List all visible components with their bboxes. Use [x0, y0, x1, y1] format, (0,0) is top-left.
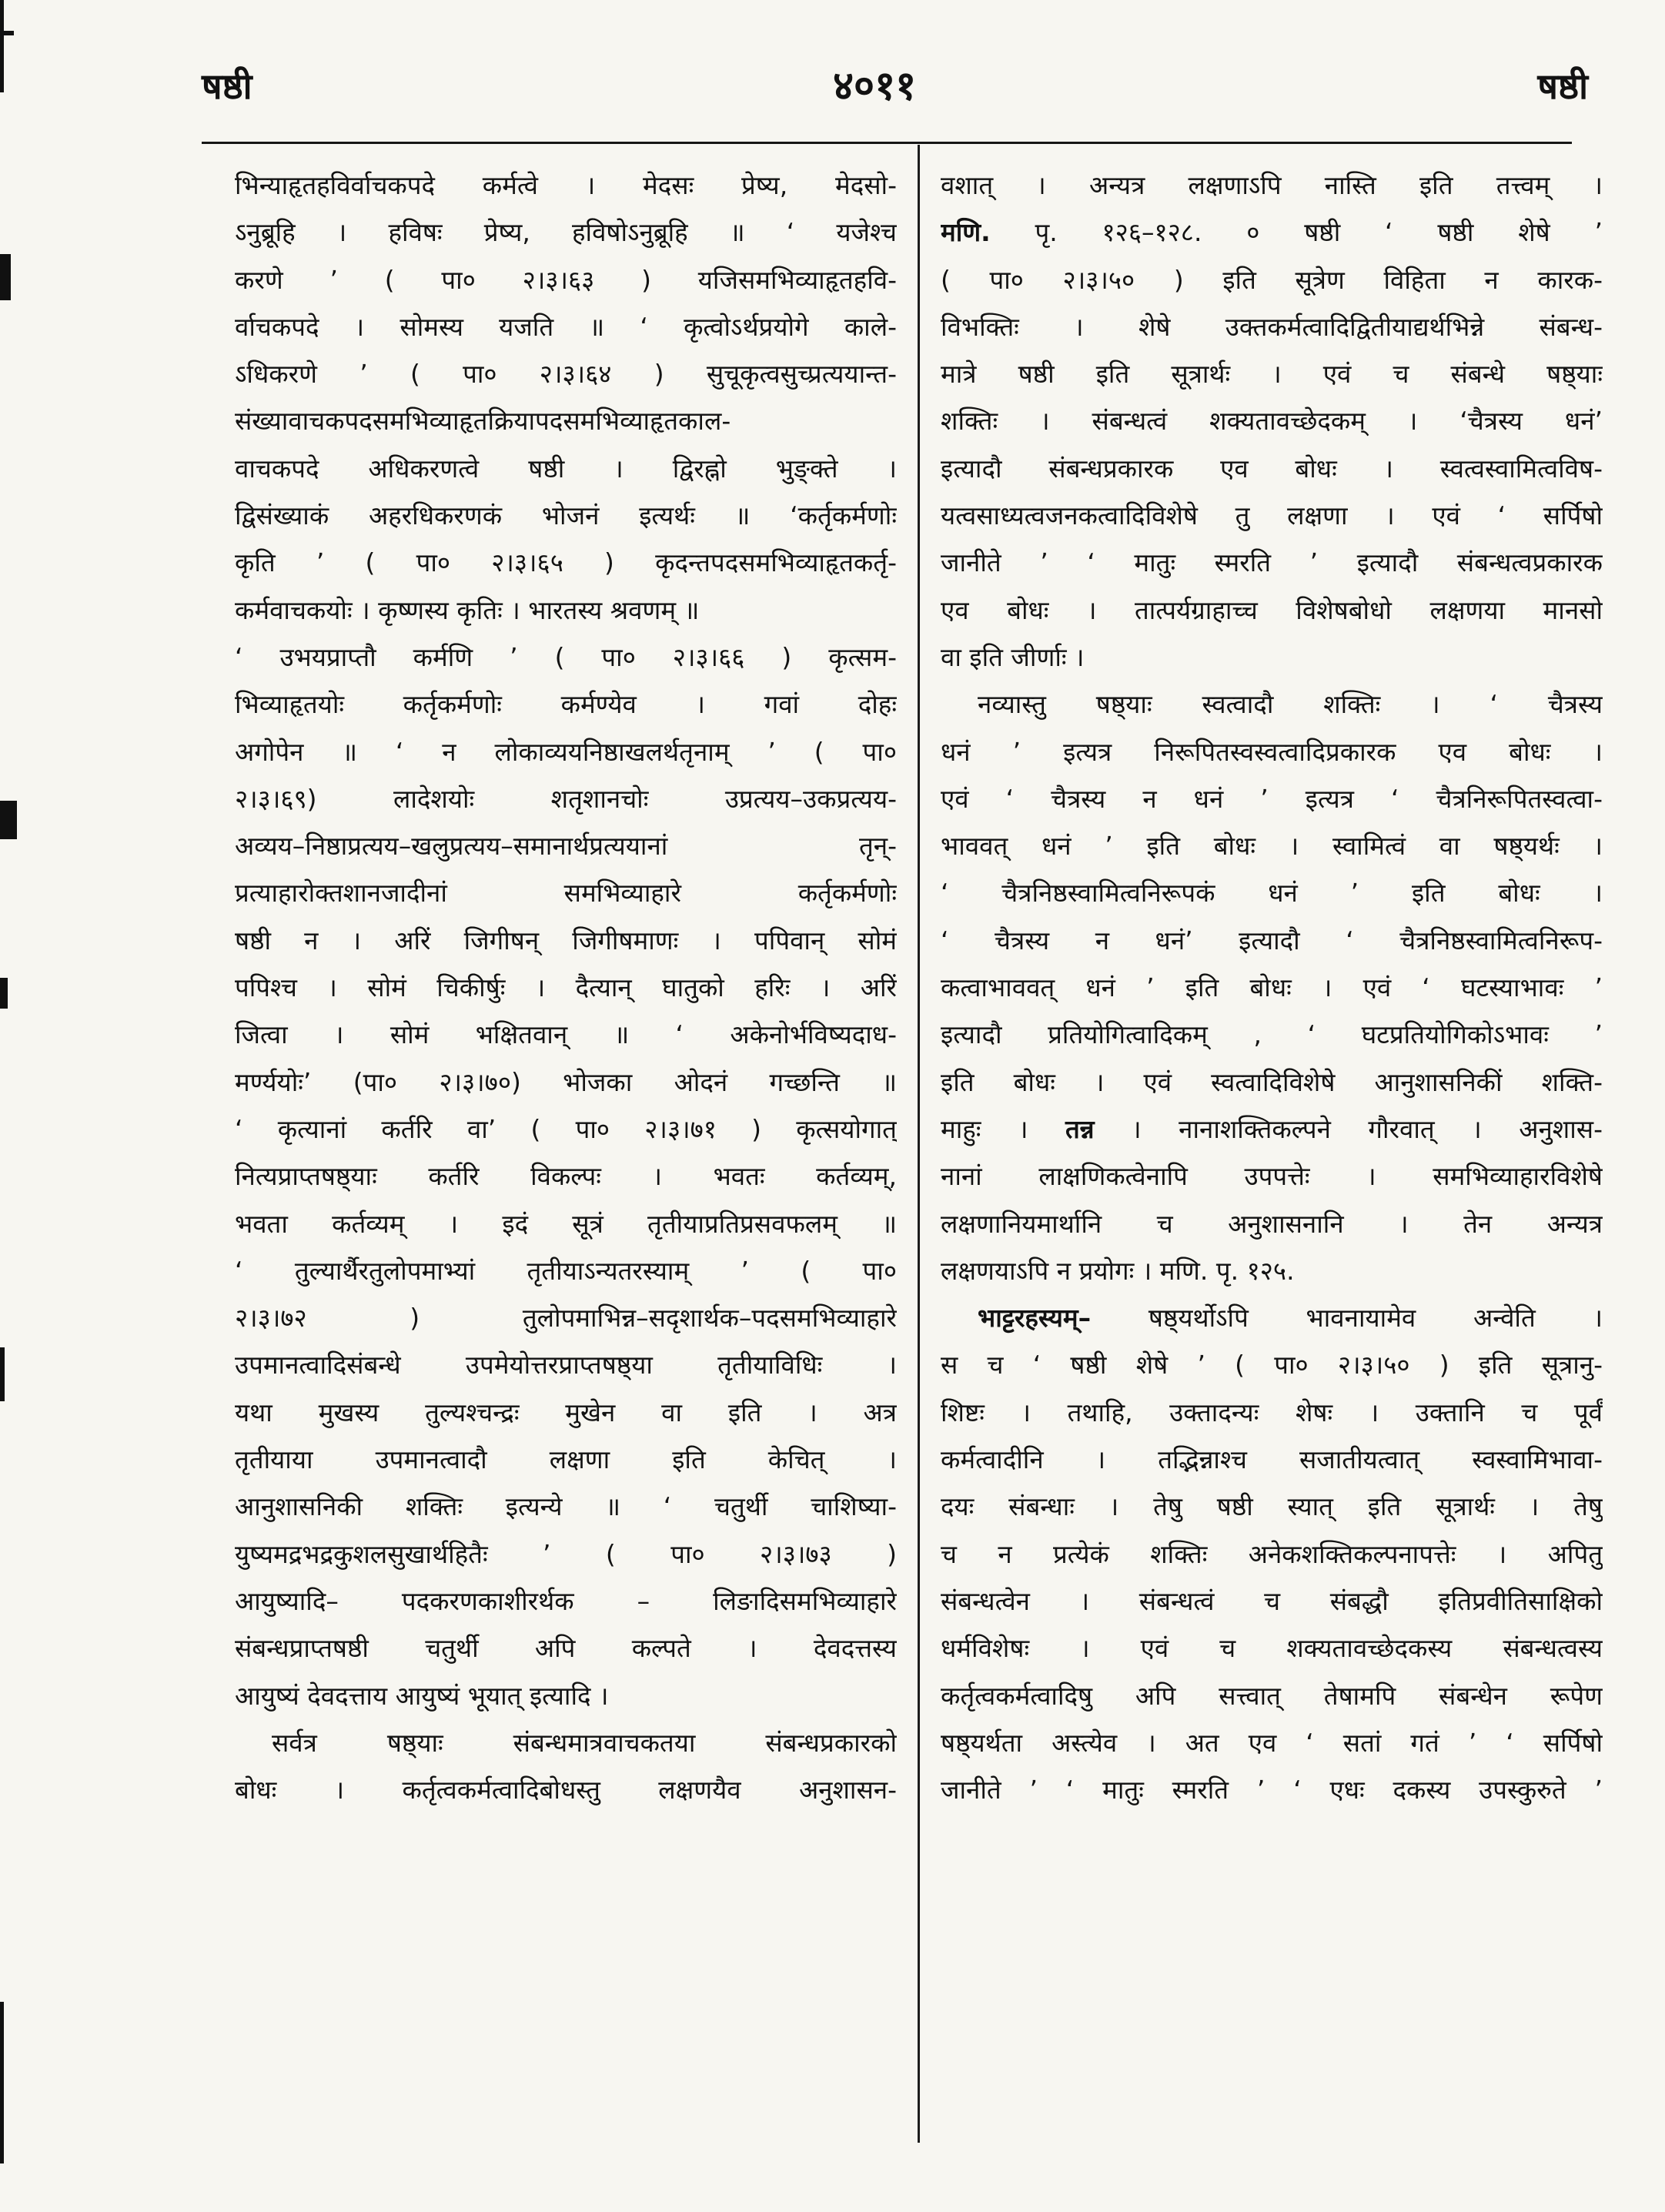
- text-line: भाट्टरहस्यम्– षष्ठ्यर्थोऽपि भावनायामेव अन्वेति ।: [978, 1303, 1603, 1334]
- text-line: लक्षणयाऽपि न प्रयोगः । मणि. पृ. १२५.: [941, 1255, 1295, 1286]
- bold-term: मणि.: [941, 217, 991, 248]
- text-line: ‘ उभयप्राप्तौ कर्मणि ’ ( पा० २।३।६६ ) कृत्सम-: [235, 641, 897, 672]
- text-line: द्विसंख्याकं अहरधिकरणकं भोजनं इत्यर्थः ॥ ‘कर्तृकर्मणोः: [235, 500, 897, 531]
- text-line: कर्मत्वादीनि । तद्भिन्नाश्च सजातीयत्वात् स्वस्वामिभावा-: [941, 1444, 1603, 1475]
- text-line: वाचकपदे अधिकरणत्वे षष्ठी । द्विरह्नो भुङ्क्ते ।: [235, 453, 897, 484]
- text-line: २।३।६९) लादेशयोः शतृशानचोः उप्रत्यय–उकप्रत्यय-: [235, 783, 897, 814]
- running-head-right: षष्ठी: [1537, 65, 1588, 107]
- text-line: आनुशासनिकी शक्तिः इत्यन्ये ॥ ‘ चतुर्थी चाशिष्या-: [235, 1491, 897, 1522]
- text-line: कृति ’ ( पा० २।३।६५ ) कृदन्तपदसमभिव्याहृतकर्तृ-: [235, 547, 897, 578]
- text-line: भाववत् धनं ’ इति बोधः । स्वामित्वं वा षष्ठ्यर्थः ।: [941, 831, 1603, 862]
- column-divider: [918, 145, 920, 2143]
- text-line: षष्ठी न । अरिं जिगीषन् जिगीषमाणः । पपिवान् सोमं: [235, 925, 897, 955]
- text-line: पपिश्च । सोमं चिकीर्षुः । दैत्यान् घातुको हरिः । अरिं: [235, 972, 897, 1003]
- text-line: एव बोधः । तात्पर्यग्राहाच्च विशेषबोधो लक्षणया मानसो: [941, 594, 1603, 625]
- text-line: कर्तृत्वकर्मत्वादिषु अपि सत्त्वात् तेषामपि संबन्धेन रूपेण: [941, 1680, 1603, 1711]
- text-line: उपमानत्वादिसंबन्धे उपमेयोत्तरप्राप्तषष्ठ्या तृतीयाविधिः ।: [235, 1350, 897, 1380]
- text-line: भिव्याहृतयोः कर्तृकर्मणोः कर्मण्येव । गवां दोहः: [235, 689, 897, 720]
- text-line: जानीते ’ ‘ मातुः स्मरति ’ ‘ एधः दकस्य उपस्कुरुते ’: [941, 1775, 1603, 1805]
- text-line: मर्ण्ययोः’ (पा० २।३।७०) भोजका ओदनं गच्छन्ति ॥: [235, 1066, 897, 1097]
- page-number: ४०११: [833, 63, 917, 109]
- text-line: षष्ठ्यर्थता अस्त्येव । अत एव ‘ सतां गतं ’ ‘ सर्पिषो: [941, 1727, 1603, 1758]
- text-line: एवं ‘ चैत्रस्य न धनं ’ इत्यत्र ‘ चैत्रनिरूपितस्वत्वा-: [941, 783, 1603, 814]
- text-line: र्वाचकपदे । सोमस्य यजति ॥ ‘ कृत्वोऽर्थप्रयोगे काले-: [235, 311, 897, 342]
- text-line: मात्रे षष्ठी इति सूत्रार्थः । एवं च संबन्धे षष्ठ्याः: [941, 359, 1603, 390]
- text-line: धर्मविशेषः । एवं च शक्यतावच्छेदकस्य संबन्धत्वस्य: [941, 1633, 1603, 1664]
- text-line: नित्यप्राप्तषष्ठ्याः कर्तरि विकल्पः । भवतः कर्तव्यम्,: [235, 1161, 897, 1192]
- text-line: आयुष्यादि– पदकरणकाशीरर्थक – लिङादिसमभिव्याहारे: [235, 1585, 897, 1616]
- text-line: कर्मवाचकयोः । कृष्णस्य कृतिः । भारतस्य श्रवणम् ॥: [235, 594, 700, 625]
- text-line: नव्यास्तु षष्ठ्याः स्वत्वादौ शक्तिः । ‘ चैत्रस्य: [978, 689, 1603, 720]
- text-line: मणि. पृ. १२६–१२८. ० षष्ठी ‘ षष्ठी शेषे ’: [941, 217, 1603, 248]
- text-line: जित्वा । सोमं भक्षितवान् ॥ ‘ अकेनोर्भविष्यदाध-: [235, 1019, 897, 1050]
- text-line: इति बोधः । एवं स्वत्वादिविशेषे आनुशासनिकीं शक्ति-: [941, 1066, 1603, 1097]
- text-line: ( पा० २।३।५० ) इति सूत्रेण विहिता न कारक-: [941, 264, 1603, 295]
- binding-edge: [0, 0, 20, 2212]
- left-column: [235, 162, 897, 1813]
- text-line: संबन्धत्वेन । संबन्धत्वं च संबद्धौ इतिप्रवीतिसाक्षिको: [941, 1585, 1603, 1616]
- text-line: ऽनुब्रूहि । हविषः प्रेष्य, हविषोऽनुब्रूहि ॥ ‘ यजेश्च: [235, 217, 897, 248]
- text-line: संख्यावाचकपदसमभिव्याहृतक्रियापदसमभिव्याहृतकाल-: [235, 406, 731, 437]
- text-line: शिष्टः । तथाहि, उक्तादन्यः शेषः । उक्तानि च पूर्वं: [941, 1397, 1603, 1427]
- text-line: तृतीयाया उपमानत्वादौ लक्षणा इति केचित् ।: [235, 1444, 897, 1475]
- text-line: प्रत्याहारोक्तशानजादीनां समभिव्याहारे कर्तृकर्मणोः: [235, 878, 897, 909]
- text-line: आयुष्यं देवदत्ताय आयुष्यं भूयात् इत्यादि ।: [235, 1680, 609, 1711]
- text-line: बोधः । कर्तृत्वकर्मत्वादिबोधस्तु लक्षणयैव अनुशासन-: [235, 1775, 897, 1805]
- text-line: भवता कर्तव्यम् । इदं सूत्रं तृतीयाप्रतिप्रसवफलम् ॥: [235, 1208, 897, 1239]
- text-line: वशात् । अन्यत्र लक्षणाऽपि नास्ति इति तत्त्वम् ।: [941, 170, 1603, 200]
- text-line: स च ‘ षष्ठी शेषे ’ ( पा० २।३।५० ) इति सूत्रानु-: [941, 1350, 1603, 1380]
- text-line: अव्यय–निष्ठाप्रत्यय–खलुप्रत्यय–समानार्थप्रत्ययानां तृन्-: [235, 831, 897, 862]
- right-column: [941, 162, 1603, 1813]
- text-line: वा इति जीर्णाः ।: [941, 641, 1085, 672]
- text-line: ‘ चैत्रस्य न धनं’ इत्यादौ ‘ चैत्रनिष्ठस्वामित्वनिरूप-: [941, 925, 1603, 955]
- text-line: लक्षणानियमार्थानि च अनुशासनानि । तेन अन्यत्र: [941, 1208, 1603, 1239]
- bold-term: तन्न: [1065, 1113, 1095, 1144]
- text-line: २।३।७२ ) तुलोपमाभिन्न–सदृशार्थक–पदसमभिव्याहारे: [235, 1303, 897, 1334]
- bold-term: भाट्टरहस्यम्–: [978, 1303, 1092, 1334]
- text-line: च न प्रत्येकं शक्तिः अनेकशक्तिकल्पनापत्तेः । अपितु: [941, 1538, 1603, 1569]
- text-line: इत्यादौ प्रतियोगित्वादिकम् , ‘ घटप्रतियोगिकोऽभावः ’: [941, 1019, 1603, 1050]
- text-line: भिन्याहृतहविर्वाचकपदे कर्मत्वे । मेदसः प्रेष्य, मेदसो-: [235, 170, 897, 200]
- running-head-left: षष्ठी: [202, 65, 252, 107]
- text-line: करणे ’ ( पा० २।३।६३ ) यजिसमभिव्याहृतहवि-: [235, 264, 897, 295]
- text-line: ‘ तुल्यार्थैरतुलोपमाभ्यां तृतीयाऽन्यतरस्याम् ’ ( पा०: [235, 1255, 897, 1286]
- text-line: ‘ कृत्यानां कर्तरि वा’ ( पा० २।३।७१ ) कृत्सयोगात्: [235, 1113, 897, 1144]
- text-line: दयः संबन्धाः । तेषु षष्ठी स्यात् इति सूत्रार्थः । तेषु: [941, 1491, 1603, 1522]
- text-line: नानां लाक्षणिकत्वेनापि उपपत्तेः । समभिव्याहारविशेषे: [941, 1161, 1603, 1192]
- text-line: शक्तिः । संबन्धत्वं शक्यतावच्छेदकम् । ‘चैत्रस्य धनं’: [941, 406, 1603, 437]
- text-line: युष्यमद्रभद्रकुशलसुखार्थहितैः ’ ( पा० २।३।७३ ): [235, 1538, 897, 1569]
- text-line: सर्वत्र षष्ठ्याः संबन्धमात्रवाचकतया संबन्धप्रकारको: [272, 1727, 897, 1758]
- text-line: अगोपेन ॥ ‘ न लोकाव्ययनिष्ठाखलर्थतृनाम् ’ ( पा०: [235, 736, 897, 767]
- text-line: इत्यादौ संबन्धप्रकारक एव बोधः । स्वत्वस्वामित्वविष-: [941, 453, 1603, 484]
- text-line: संबन्धप्राप्तषष्ठी चतुर्थी अपि कल्पते । देवदत्तस्य: [235, 1633, 897, 1664]
- text-line: ऽधिकरणे ’ ( पा० २।३।६४ ) सुचूकृत्वसुच्प्रत्ययान्त-: [235, 359, 897, 390]
- text-line: कत्वाभाववत् धनं ’ इति बोधः । एवं ‘ घटस्याभावः ’: [941, 972, 1603, 1003]
- text-line: धनं ’ इत्यत्र निरूपितस्वस्वत्वादिप्रकारक एव बोधः ।: [941, 736, 1603, 767]
- text-line: यथा मुखस्य तुल्यश्चन्द्रः मुखेन वा इति । अत्र: [235, 1397, 897, 1427]
- header-rule: [202, 142, 1572, 144]
- text-line: ‘ चैत्रनिष्ठस्वामित्वनिरूपकं धनं ’ इति बोधः ।: [941, 878, 1603, 909]
- text-line: यत्वसाध्यत्वजनकत्वादिविशेषे तु लक्षणा । एवं ‘ सर्पिषो: [941, 500, 1603, 531]
- text-line: माहुः । तन्न । नानाशक्तिकल्पने गौरवात् । अनुशास-: [941, 1113, 1603, 1144]
- text-line: विभक्तिः । शेषे उक्तकर्मत्वादिद्वितीयाद्यर्थभिन्ने संबन्ध-: [941, 311, 1603, 342]
- text-line: जानीते ’ ‘ मातुः स्मरति ’ इत्यादौ संबन्धत्वप्रकारक: [941, 547, 1603, 578]
